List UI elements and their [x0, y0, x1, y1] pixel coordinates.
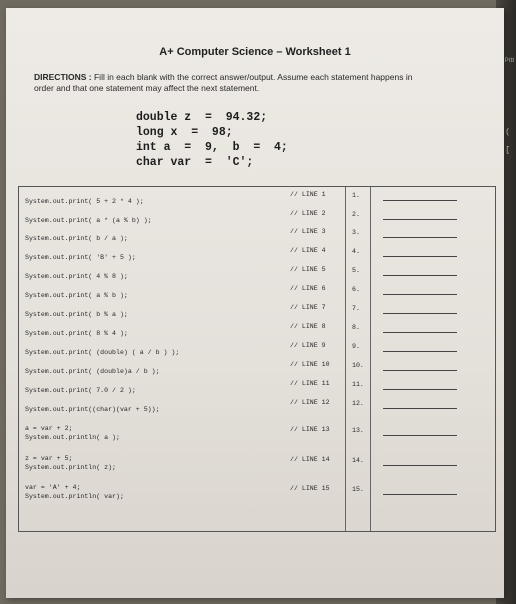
table-divider	[345, 187, 346, 531]
answer-blank[interactable]	[383, 200, 457, 201]
answer-blank[interactable]	[383, 219, 457, 220]
answer-blank[interactable]	[383, 313, 457, 314]
line-label: // LINE 5	[290, 266, 326, 273]
side-mark: [	[505, 146, 510, 155]
line-label: // LINE 8	[290, 323, 326, 330]
line-label: // LINE 2	[290, 210, 326, 217]
answer-blank[interactable]	[383, 370, 457, 371]
question-number: 10.	[352, 362, 364, 369]
questions-table	[18, 186, 496, 532]
code-statement: System.out.print( b / a );	[25, 235, 128, 242]
line-label: // LINE 1	[290, 191, 326, 198]
code-statement: System.out.print( 'B' + 5 );	[25, 254, 136, 261]
question-number: 2.	[352, 211, 360, 218]
line-label: // LINE 4	[290, 247, 326, 254]
code-statement: System.out.println( z);	[25, 464, 117, 471]
answer-blank[interactable]	[383, 294, 457, 295]
line-label: // LINE 10	[290, 361, 330, 368]
question-number: 13.	[352, 427, 364, 434]
table-divider	[370, 187, 371, 531]
worksheet-page	[6, 8, 504, 598]
line-label: // LINE 9	[290, 342, 326, 349]
code-statement: a = var + 2;	[25, 425, 73, 432]
code-statement: System.out.println( var);	[25, 493, 124, 500]
question-number: 6.	[352, 286, 360, 293]
question-number: 7.	[352, 305, 360, 312]
code-statement: System.out.println( a );	[25, 434, 120, 441]
answer-blank[interactable]	[383, 408, 457, 409]
code-statement: System.out.print( 5 + 2 * 4 );	[25, 198, 144, 205]
question-number: 5.	[352, 267, 360, 274]
code-statement: System.out.print( 7.0 / 2 );	[25, 387, 136, 394]
side-tab-text: Prtt	[504, 58, 514, 64]
answer-blank[interactable]	[383, 389, 457, 390]
declaration-char: char var = 'C';	[136, 156, 254, 169]
question-number: 9.	[352, 343, 360, 350]
answer-blank[interactable]	[383, 275, 457, 276]
directions	[34, 72, 434, 94]
declaration-int: int a = 9, b = 4;	[136, 141, 288, 154]
code-statement: System.out.print( (double)a / b );	[25, 368, 160, 375]
question-number: 14.	[352, 457, 364, 464]
code-statement: System.out.print( a * (a % b) );	[25, 217, 152, 224]
line-label: // LINE 15	[290, 485, 330, 492]
answer-blank[interactable]	[383, 494, 457, 495]
code-statement: var = 'A' + 4;	[25, 484, 81, 491]
line-label: // LINE 12	[290, 399, 330, 406]
question-number: 12.	[352, 400, 364, 407]
line-label: // LINE 6	[290, 285, 326, 292]
answer-blank[interactable]	[383, 351, 457, 352]
answer-blank[interactable]	[383, 435, 457, 436]
line-label: // LINE 11	[290, 380, 330, 387]
code-statement: z = var + 5;	[25, 455, 73, 462]
answer-blank[interactable]	[383, 256, 457, 257]
code-statement: System.out.print( (double) ( a / b ) );	[25, 349, 180, 356]
declaration-double: double z = 94.32;	[136, 111, 268, 124]
code-statement: System.out.print( 4 % 8 );	[25, 273, 128, 280]
worksheet-title: A+ Computer Science – Worksheet 1	[159, 46, 351, 58]
question-number: 15.	[352, 486, 364, 493]
directions-label: DIRECTIONS :	[34, 72, 92, 82]
code-statement: System.out.print( 8 % 4 );	[25, 330, 128, 337]
directions-text: Fill in each blank with the correct answer/output. Assume each statement happens in order and that one statement may affect the next statement.	[34, 72, 413, 93]
code-statement: System.out.print( b % a );	[25, 311, 128, 318]
line-label: // LINE 3	[290, 228, 326, 235]
question-number: 3.	[352, 229, 360, 236]
answer-blank[interactable]	[383, 237, 457, 238]
variable-declarations	[136, 110, 288, 170]
question-number: 8.	[352, 324, 360, 331]
line-label: // LINE 13	[290, 426, 330, 433]
answer-blank[interactable]	[383, 465, 457, 466]
answer-blank[interactable]	[383, 332, 457, 333]
question-number: 4.	[352, 248, 360, 255]
question-number: 11.	[352, 381, 364, 388]
line-label: // LINE 14	[290, 456, 330, 463]
line-label: // LINE 7	[290, 304, 326, 311]
question-number: 1.	[352, 192, 360, 199]
declaration-long: long x = 98;	[136, 126, 233, 139]
code-statement: System.out.print( a % b );	[25, 292, 128, 299]
side-mark: (	[505, 128, 510, 137]
code-statement: System.out.print((char)(var + 5));	[25, 406, 160, 413]
